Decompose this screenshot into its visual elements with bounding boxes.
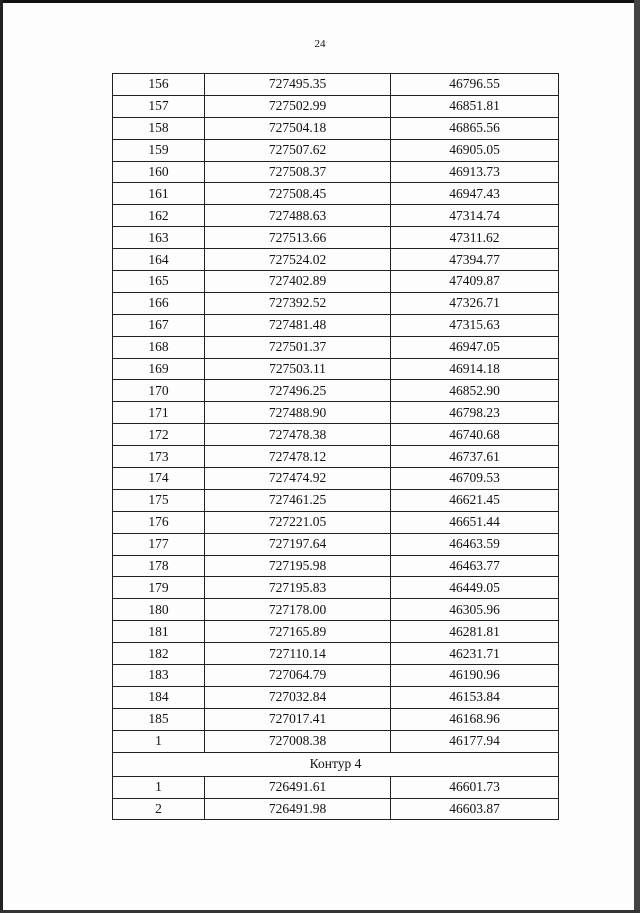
table-row [113, 468, 559, 490]
x-coordinate-cell: 727221.05 [205, 511, 391, 533]
table-row [113, 555, 559, 577]
scan-border-right [634, 0, 640, 913]
point-number-cell: 161 [113, 183, 205, 205]
table-row [113, 446, 559, 468]
point-number-cell: 173 [113, 446, 205, 468]
point-number-cell: 181 [113, 621, 205, 643]
y-coordinate-cell: 46796.55 [391, 74, 559, 96]
point-number-cell: 1 [113, 776, 205, 798]
y-coordinate-cell: 46651.44 [391, 511, 559, 533]
y-coordinate-cell: 46865.56 [391, 117, 559, 139]
x-coordinate-cell: 727508.45 [205, 183, 391, 205]
table-row [113, 161, 559, 183]
table-row [113, 74, 559, 96]
table-row [113, 424, 559, 446]
table-row [113, 730, 559, 752]
x-coordinate-cell: 727402.89 [205, 271, 391, 293]
table-row [113, 227, 559, 249]
x-coordinate-cell: 726491.61 [205, 776, 391, 798]
x-coordinate-cell: 727197.64 [205, 533, 391, 555]
y-coordinate-cell: 46851.81 [391, 95, 559, 117]
scan-border-top [0, 0, 640, 3]
x-coordinate-cell: 727478.12 [205, 446, 391, 468]
y-coordinate-cell: 47326.71 [391, 292, 559, 314]
x-coordinate-cell: 727165.89 [205, 621, 391, 643]
y-coordinate-cell: 47314.74 [391, 205, 559, 227]
point-number-cell: 160 [113, 161, 205, 183]
point-number-cell: 171 [113, 402, 205, 424]
scan-border-left [0, 0, 3, 913]
y-coordinate-cell: 46449.05 [391, 577, 559, 599]
table-row [113, 776, 559, 798]
point-number-cell: 170 [113, 380, 205, 402]
x-coordinate-cell: 727032.84 [205, 686, 391, 708]
y-coordinate-cell: 46852.90 [391, 380, 559, 402]
coordinates-table-body [113, 74, 559, 820]
x-coordinate-cell: 727474.92 [205, 468, 391, 490]
table-row [113, 577, 559, 599]
y-coordinate-cell: 46905.05 [391, 139, 559, 161]
x-coordinate-cell: 727503.11 [205, 358, 391, 380]
point-number-cell: 174 [113, 468, 205, 490]
table-row [113, 292, 559, 314]
x-coordinate-cell: 727195.83 [205, 577, 391, 599]
point-number-cell: 163 [113, 227, 205, 249]
x-coordinate-cell: 727488.63 [205, 205, 391, 227]
table-row [113, 183, 559, 205]
y-coordinate-cell: 46601.73 [391, 776, 559, 798]
x-coordinate-cell: 726491.98 [205, 798, 391, 820]
table-row [113, 621, 559, 643]
table-row [113, 599, 559, 621]
y-coordinate-cell: 46281.81 [391, 621, 559, 643]
x-coordinate-cell: 727481.48 [205, 314, 391, 336]
point-number-cell: 162 [113, 205, 205, 227]
x-coordinate-cell: 727488.90 [205, 402, 391, 424]
section-title: Контур 4 [113, 752, 559, 776]
point-number-cell: 172 [113, 424, 205, 446]
x-coordinate-cell: 727495.35 [205, 74, 391, 96]
y-coordinate-cell: 46190.96 [391, 665, 559, 687]
table-row [113, 358, 559, 380]
x-coordinate-cell: 727110.14 [205, 643, 391, 665]
y-coordinate-cell: 46305.96 [391, 599, 559, 621]
y-coordinate-cell: 47409.87 [391, 271, 559, 293]
x-coordinate-cell: 727008.38 [205, 730, 391, 752]
table-row [113, 533, 559, 555]
y-coordinate-cell: 46798.23 [391, 402, 559, 424]
section-header-row [113, 752, 559, 776]
table-row [113, 489, 559, 511]
table-row [113, 95, 559, 117]
x-coordinate-cell: 727496.25 [205, 380, 391, 402]
x-coordinate-cell: 727195.98 [205, 555, 391, 577]
point-number-cell: 185 [113, 708, 205, 730]
y-coordinate-cell: 46153.84 [391, 686, 559, 708]
y-coordinate-cell: 46740.68 [391, 424, 559, 446]
point-number-cell: 184 [113, 686, 205, 708]
point-number-cell: 182 [113, 643, 205, 665]
y-coordinate-cell: 46177.94 [391, 730, 559, 752]
y-coordinate-cell: 46913.73 [391, 161, 559, 183]
y-coordinate-cell: 46463.59 [391, 533, 559, 555]
table-row [113, 708, 559, 730]
point-number-cell: 2 [113, 798, 205, 820]
point-number-cell: 178 [113, 555, 205, 577]
x-coordinate-cell: 727513.66 [205, 227, 391, 249]
x-coordinate-cell: 727508.37 [205, 161, 391, 183]
coordinates-table [112, 73, 559, 820]
y-coordinate-cell: 46947.05 [391, 336, 559, 358]
point-number-cell: 1 [113, 730, 205, 752]
table-row [113, 205, 559, 227]
table-row [113, 686, 559, 708]
point-number-cell: 168 [113, 336, 205, 358]
table-row [113, 336, 559, 358]
y-coordinate-cell: 46621.45 [391, 489, 559, 511]
point-number-cell: 157 [113, 95, 205, 117]
x-coordinate-cell: 727524.02 [205, 249, 391, 271]
table-row [113, 271, 559, 293]
table-row [113, 402, 559, 424]
y-coordinate-cell: 46603.87 [391, 798, 559, 820]
point-number-cell: 169 [113, 358, 205, 380]
y-coordinate-cell: 46914.18 [391, 358, 559, 380]
point-number-cell: 164 [113, 249, 205, 271]
point-number-cell: 177 [113, 533, 205, 555]
table-row [113, 139, 559, 161]
table-row [113, 249, 559, 271]
y-coordinate-cell: 46709.53 [391, 468, 559, 490]
point-number-cell: 176 [113, 511, 205, 533]
y-coordinate-cell: 46231.71 [391, 643, 559, 665]
point-number-cell: 183 [113, 665, 205, 687]
x-coordinate-cell: 727507.62 [205, 139, 391, 161]
table-row [113, 314, 559, 336]
x-coordinate-cell: 727017.41 [205, 708, 391, 730]
y-coordinate-cell: 47311.62 [391, 227, 559, 249]
table-row [113, 665, 559, 687]
point-number-cell: 156 [113, 74, 205, 96]
y-coordinate-cell: 46947.43 [391, 183, 559, 205]
point-number-cell: 180 [113, 599, 205, 621]
table-row [113, 798, 559, 820]
y-coordinate-cell: 47315.63 [391, 314, 559, 336]
x-coordinate-cell: 727461.25 [205, 489, 391, 511]
y-coordinate-cell: 47394.77 [391, 249, 559, 271]
y-coordinate-cell: 46737.61 [391, 446, 559, 468]
point-number-cell: 166 [113, 292, 205, 314]
x-coordinate-cell: 727504.18 [205, 117, 391, 139]
point-number-cell: 175 [113, 489, 205, 511]
point-number-cell: 179 [113, 577, 205, 599]
point-number-cell: 158 [113, 117, 205, 139]
page-number: 24 [314, 38, 326, 50]
y-coordinate-cell: 46463.77 [391, 555, 559, 577]
x-coordinate-cell: 727478.38 [205, 424, 391, 446]
x-coordinate-cell: 727064.79 [205, 665, 391, 687]
x-coordinate-cell: 727178.00 [205, 599, 391, 621]
table-row [113, 643, 559, 665]
point-number-cell: 159 [113, 139, 205, 161]
point-number-cell: 165 [113, 271, 205, 293]
y-coordinate-cell: 46168.96 [391, 708, 559, 730]
x-coordinate-cell: 727502.99 [205, 95, 391, 117]
table-row [113, 380, 559, 402]
point-number-cell: 167 [113, 314, 205, 336]
x-coordinate-cell: 727392.52 [205, 292, 391, 314]
x-coordinate-cell: 727501.37 [205, 336, 391, 358]
table-row [113, 511, 559, 533]
table-row [113, 117, 559, 139]
